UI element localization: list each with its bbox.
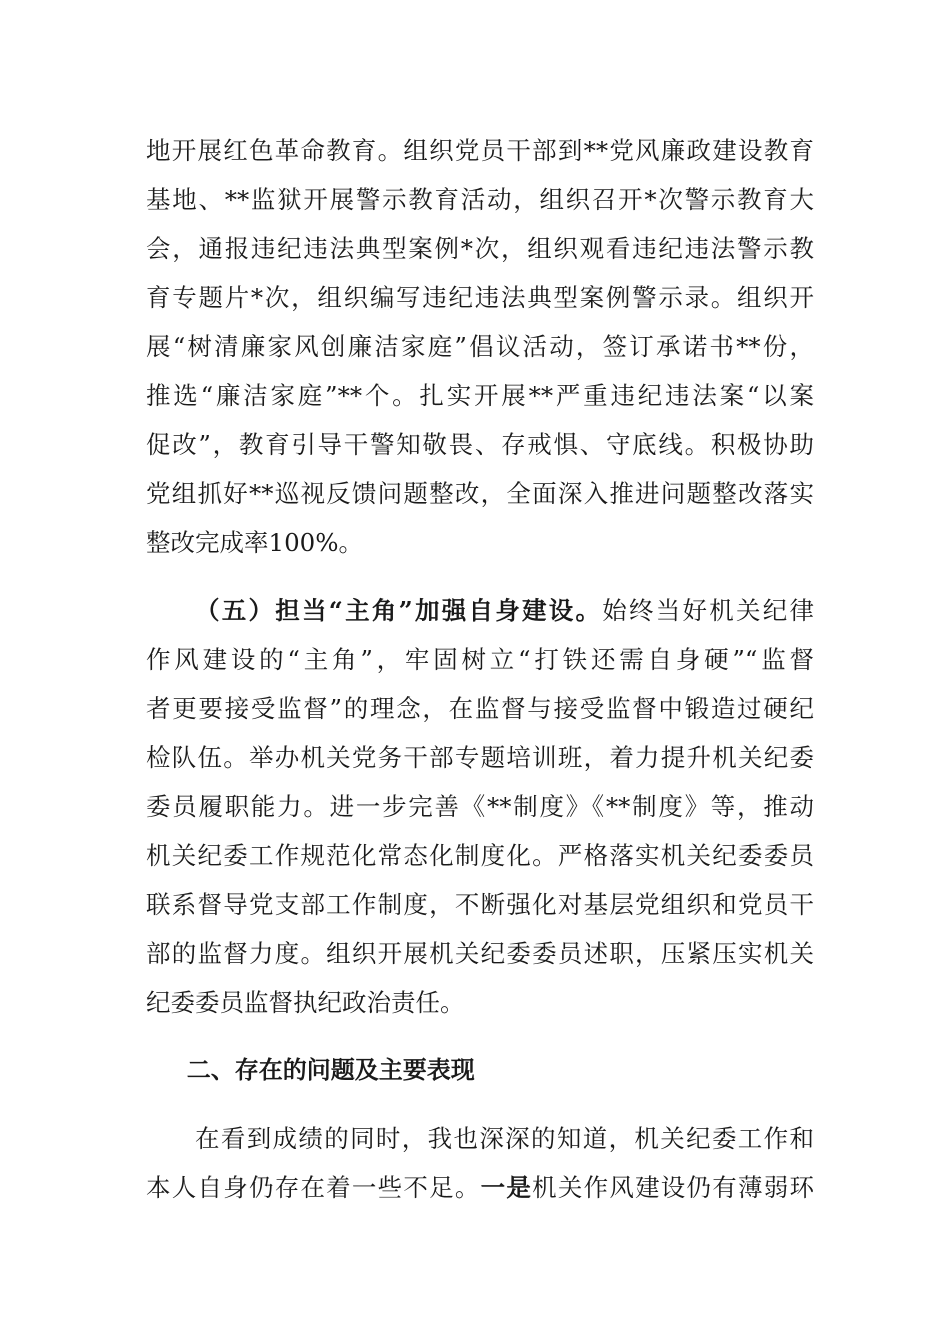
document-body — [146, 126, 814, 1212]
text-line: 推选“廉洁家庭”**个。扎实开展**严重违纪违法案“以案 — [146, 381, 814, 410]
paragraph-red-education — [146, 126, 814, 567]
emphasis-run: 一是 — [480, 1173, 533, 1202]
text-line: 地开展红色革命教育。组织党员干部到**党风廉政建设教育 — [146, 136, 814, 165]
subsection-heading: （五）担当“主角”加强自身建设。 — [195, 596, 603, 625]
text-line: 基地、**监狱开展警示教育活动，组织召开*次警示教育大 — [146, 185, 814, 214]
text-line: 育专题片*次，组织编写违纪违法典型案例警示录。组织开 — [146, 283, 814, 312]
text-line — [146, 1163, 814, 1212]
paragraph-gap — [146, 567, 814, 586]
text-line: 联系督导党支部工作制度，不断强化对基层党组织和党员干 — [146, 890, 814, 919]
text-line: 作风建设的“主角”，牢固树立“打铁还需自身硬”“监督 — [146, 645, 814, 674]
text-line: 在看到成绩的同时，我也深深的知道，机关纪委工作和 — [195, 1124, 814, 1153]
paragraph-self-building — [146, 586, 814, 1027]
text-line: 机关纪委工作规范化常态化制度化。严格落实机关纪委委员 — [146, 841, 814, 870]
text-line: 党组抓好**巡视反馈问题整改，全面深入推进问题整改落实 — [146, 479, 814, 508]
text-run: 本人自身仍存在着一些不足。 — [146, 1173, 481, 1202]
text-line-first — [146, 586, 814, 635]
text-line: 者更要接受监督”的理念，在监督与接受监督中锻造过硬纪 — [146, 694, 814, 723]
text-line: 会，通报违纪违法典型案例*次，组织观看违纪违法警示教 — [146, 234, 814, 263]
text-run: 机关作风建设仍有薄弱环 — [532, 1173, 815, 1202]
text-line: 纪委委员监督执纪政治责任。 — [146, 988, 465, 1017]
text-run: 始终当好机关纪律 — [602, 596, 815, 625]
text-line: 整改完成率100%。 — [146, 528, 364, 557]
section-heading: 二、存在的问题及主要表现 — [186, 1056, 475, 1084]
text-line: 委员履职能力。进一步完善《**制度》《**制度》等，推动 — [146, 792, 814, 821]
paragraph-gap — [146, 1095, 814, 1114]
text-line: 部的监督力度。组织开展机关纪委委员述职，压紧压实机关 — [146, 939, 814, 968]
paragraph-problems — [146, 1114, 814, 1212]
paragraph-gap — [146, 1027, 814, 1046]
text-line: 展“树清廉家风创廉洁家庭”倡议活动，签订承诺书**份， — [146, 332, 814, 361]
text-line: 检队伍。举办机关党务干部专题培训班，着力提升机关纪委 — [146, 743, 814, 772]
text-line: 促改”，教育引导干警知敬畏、存戒惧、守底线。积极协助 — [146, 430, 814, 459]
